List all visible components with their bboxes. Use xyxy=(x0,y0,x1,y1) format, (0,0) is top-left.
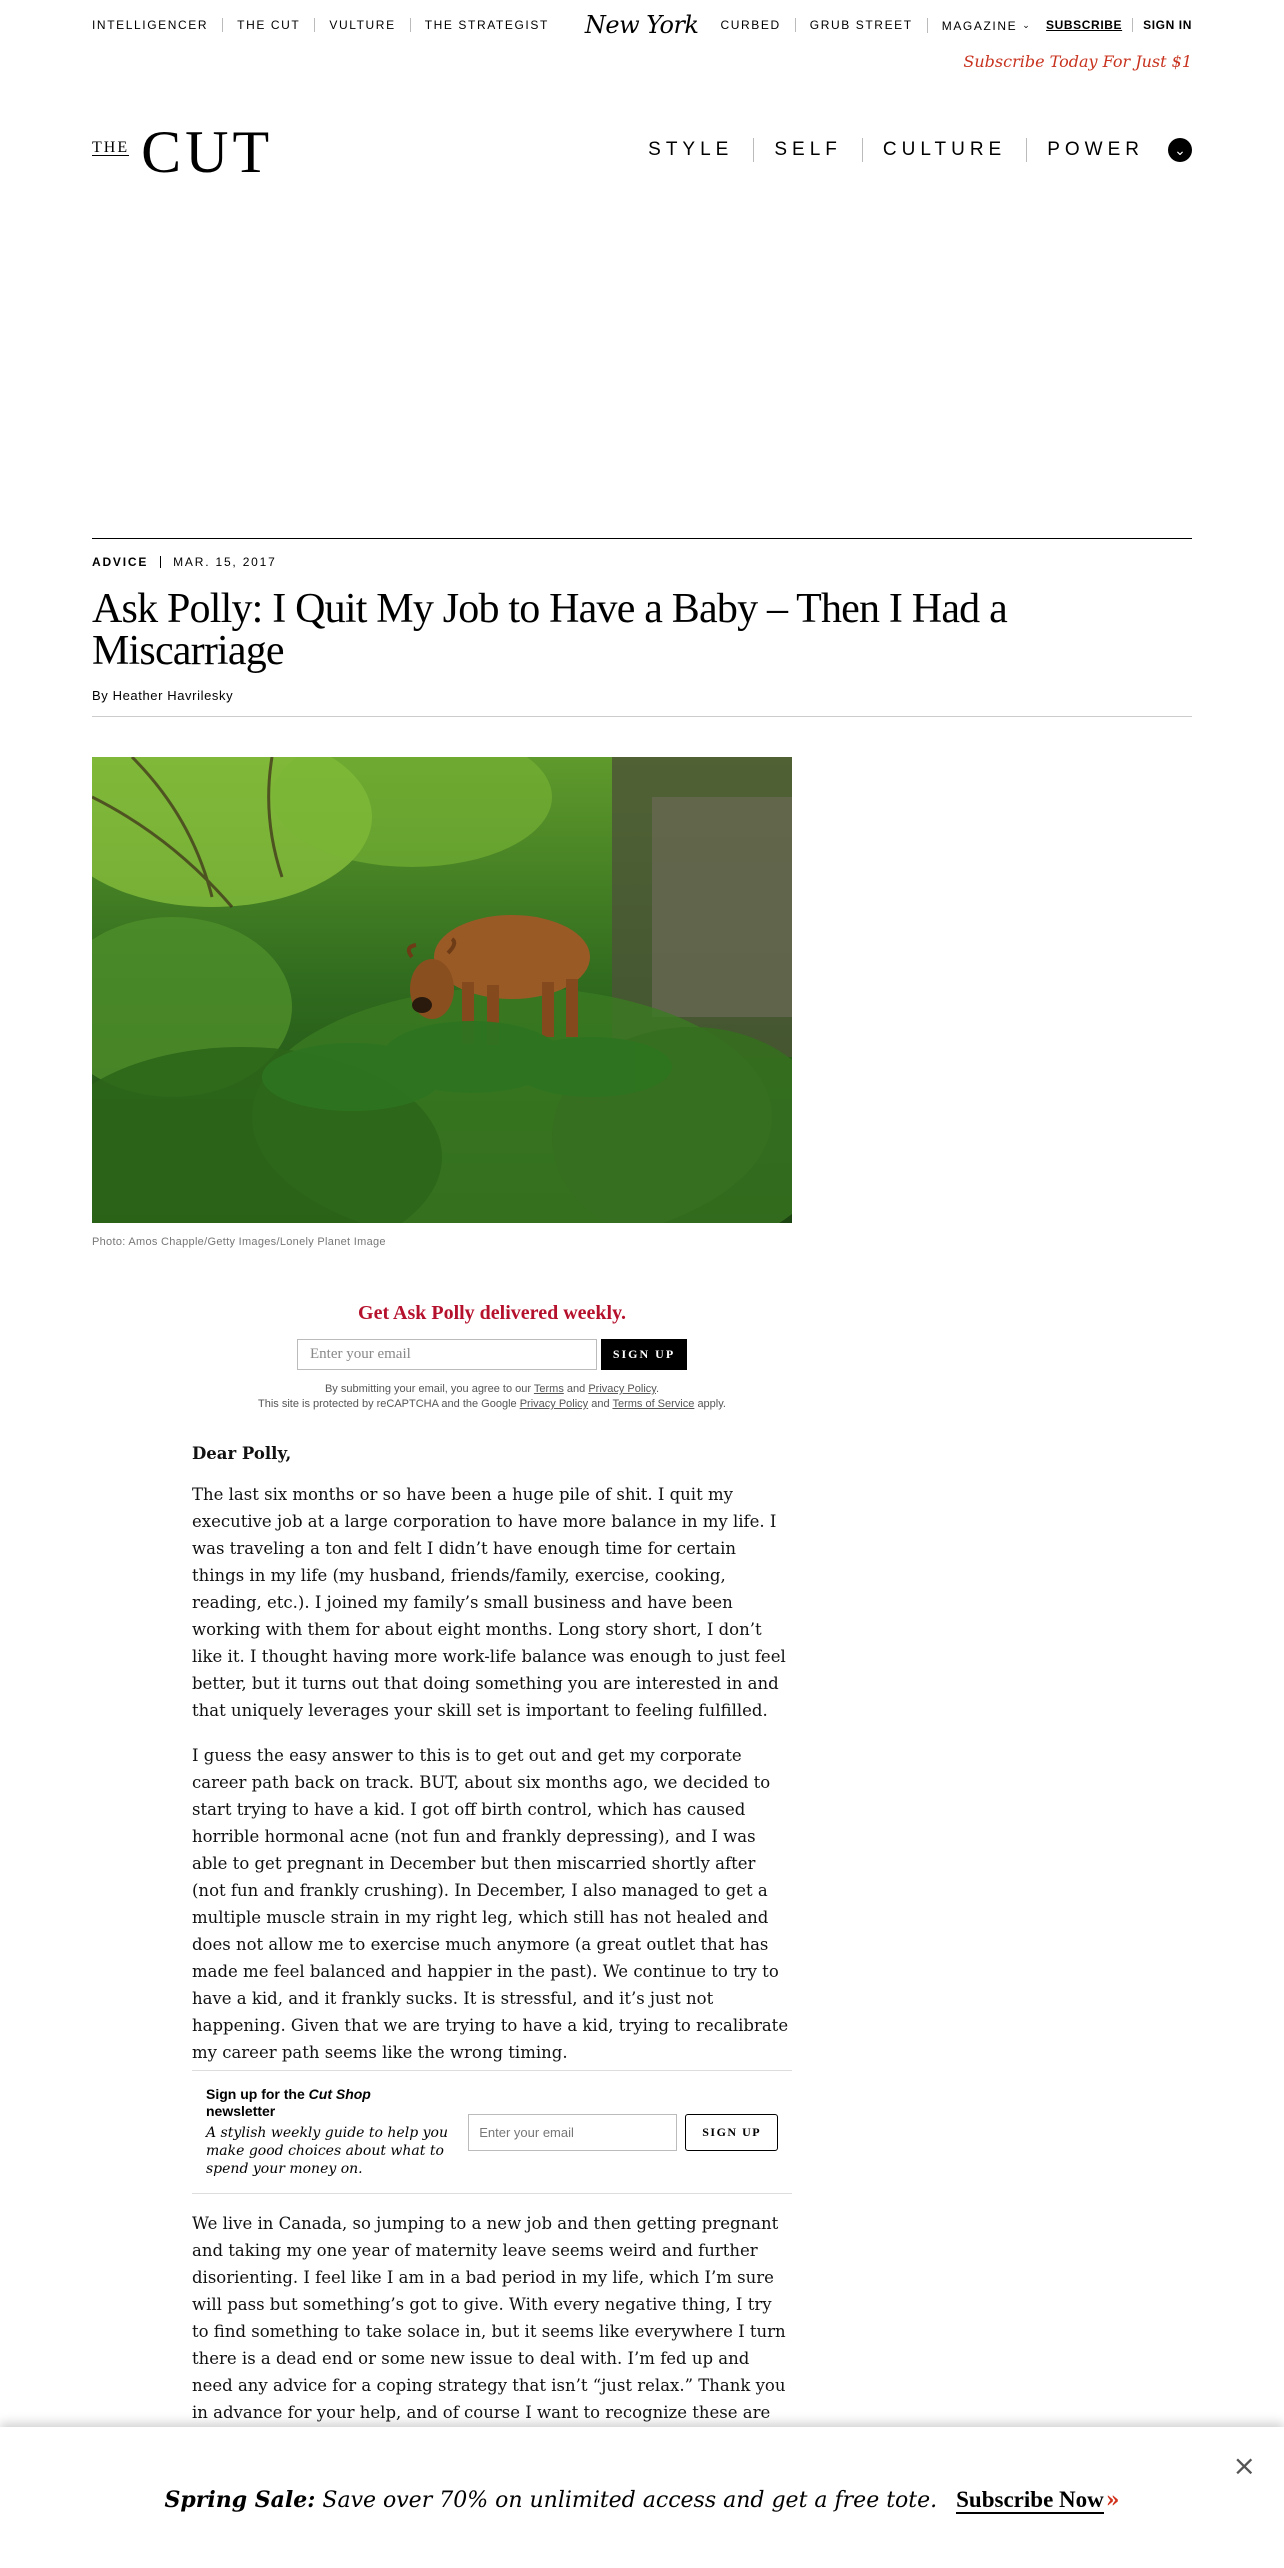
article-meta xyxy=(92,555,277,569)
link-intelligencer[interactable]: INTELLIGENCER xyxy=(92,18,209,32)
network-right-links xyxy=(720,18,1045,33)
cow-in-foliage-image xyxy=(92,757,792,1223)
legal-text-1: By submitting your email, you agree to our xyxy=(324,1383,532,1395)
close-icon[interactable]: × xyxy=(1232,2449,1256,2482)
cut-shop-title xyxy=(206,2086,452,2120)
cut-shop-newsletter xyxy=(192,2070,792,2194)
subscribe-promo-link[interactable]: Subscribe Today For Just $1 xyxy=(963,52,1192,71)
cut-shop-title-post: newsletter xyxy=(206,2103,276,2119)
cut-shop-text xyxy=(206,2086,452,2178)
section-nav xyxy=(648,138,1192,162)
link-vulture[interactable]: VULTURE xyxy=(314,18,409,32)
article-headline: Ask Polly: I Quit My Job to Have a Baby – Then I Had a Miscarriage xyxy=(92,586,1007,674)
newsletter-form xyxy=(92,1339,892,1370)
account-links xyxy=(1046,18,1192,32)
the-cut-logo[interactable] xyxy=(92,118,274,185)
banner-text: Save over 70% on unlimited access and get a free tote. xyxy=(322,2488,938,2513)
logo-the: THE xyxy=(92,139,130,156)
logo-cut: CUT xyxy=(141,119,274,185)
newsletter-legal: By submitting your email, you agree to our Terms and Privacy Policy. This site is protected by reCAPTCHA and the Google Privacy Policy and Terms of Service apply. xyxy=(258,1383,726,1410)
cut-shop-description: A stylish weekly guide to help you make good choices about what to spend your money on. xyxy=(206,2125,448,2177)
lead-photo xyxy=(92,757,792,1223)
subscribe-now-button[interactable]: Subscribe Now xyxy=(956,2487,1104,2512)
link-magazine-label: MAGAZINE xyxy=(941,18,1018,33)
network-bar xyxy=(92,0,1192,50)
letter-salutation: Dear Polly, xyxy=(192,1444,292,1463)
article-byline[interactable]: By Heather Havrilesky xyxy=(92,688,234,703)
ask-polly-newsletter xyxy=(92,1302,892,1412)
body-paragraph: I guess the easy answer to this is to get out and get my corporate career path back on track. BUT, about six months ago, we decided to start trying to have a kid. I got off birth control, which has caused horrible hormonal acne (not fun and frankly depressing), and I was able to get pregnant in December but then miscarried shortly after (not fun and frankly crushing). In December, I also managed to get a multiple muscle strain in my right leg, which still has not healed and does not allow me to exercise much anymore (a great outlet that has made me feel balanced and happier in the past). We continue to try to have a kid, and it frankly sucks. It is stressful, and it’s just not happening. Given that we are trying to have a kid, trying to recalibrate my career path seems like the wrong timing. xyxy=(192,1746,789,2062)
nav-self[interactable]: SELF xyxy=(753,138,862,162)
legal-apply: apply. xyxy=(697,1398,726,1410)
photo-credit: Photo: Amos Chapple/Getty Images/Lonely Planet Image xyxy=(92,1236,386,1248)
sign-in-link[interactable]: SIGN IN xyxy=(1143,18,1192,32)
cut-shop-title-pre: Sign up for the xyxy=(206,2086,305,2102)
body-paragraph: We live in Canada, so jumping to a new job and then getting pregnant and taking my one year of maternity leave seems weird and further disorienting. I feel like I am in a bad period in my life, which I’m sure will pass but something’s got to give. With every negative thing, I try to find something to take solace in, but it seems like everywhere I turn there is a dead end or some new issue to deal with. I’m fed up and need any advice for a coping strategy that isn’t “just relax.” Thank you in advance for your help, and of course I want to recognize these are xyxy=(192,2214,786,2422)
article-body-continued xyxy=(192,2210,792,2453)
byline-divider xyxy=(92,716,1192,717)
body-paragraph: The last six months or so have been a huge pile of shit. I quit my executive job at a large corporation to have more balance in my life. I was traveling a ton and felt I didn’t have enough time for certain things in my life (my husband, friends/family, exercise, cooking, reading, etc.). I joined my family’s small business and have been working with them for about eight months. Long story short, I don’t like it. I thought having more work-life balance was enough to just feel better, but it turns out that doing something you are interested in and that uniquely leverages your skill set is important to feeling fulfilled. xyxy=(192,1485,786,1720)
google-privacy-link[interactable]: Privacy Policy xyxy=(519,1398,589,1410)
article-body xyxy=(192,1440,792,2084)
privacy-policy-link[interactable]: Privacy Policy xyxy=(588,1383,656,1395)
spring-sale-banner xyxy=(0,2427,1284,2568)
double-arrow-icon: » xyxy=(1105,2487,1120,2513)
header-divider xyxy=(92,538,1192,539)
terms-of-service-link[interactable]: Terms of Service xyxy=(612,1398,695,1410)
nav-culture[interactable]: CULTURE xyxy=(862,138,1026,162)
legal-and-2: and xyxy=(591,1398,610,1410)
nav-style[interactable]: STYLE xyxy=(648,139,734,160)
newsletter-email-input[interactable] xyxy=(297,1339,597,1370)
cut-shop-email-input[interactable] xyxy=(468,2114,677,2151)
nav-power[interactable]: POWER xyxy=(1026,138,1164,162)
article-rubric[interactable]: ADVICE xyxy=(92,556,161,568)
chevron-down-icon: ⌄ xyxy=(1022,19,1032,30)
network-left-links xyxy=(92,18,563,32)
subscribe-link[interactable]: SUBSCRIBE xyxy=(1046,18,1133,32)
legal-text-2: This site is protected by reCAPTCHA and the Google xyxy=(258,1398,517,1410)
terms-link[interactable]: Terms xyxy=(533,1383,564,1395)
cut-shop-signup-button[interactable]: SIGN UP xyxy=(685,2114,778,2151)
article-date: MAR. 15, 2017 xyxy=(173,555,277,569)
link-the-cut[interactable]: THE CUT xyxy=(222,18,314,32)
newsletter-signup-button[interactable]: SIGN UP xyxy=(601,1339,687,1370)
link-magazine[interactable] xyxy=(927,18,1046,33)
legal-and-1: and xyxy=(566,1383,586,1395)
new-york-logo[interactable]: New York xyxy=(584,11,699,39)
cut-shop-title-name: Cut Shop xyxy=(308,2086,371,2102)
banner-lead: Spring Sale: xyxy=(164,2487,316,2513)
banner-message xyxy=(0,2487,1284,2513)
link-curbed[interactable]: CURBED xyxy=(720,18,781,32)
menu-chevron-icon[interactable]: ⌄ xyxy=(1168,138,1192,162)
newsletter-heading: Get Ask Polly delivered weekly. xyxy=(358,1302,626,1324)
link-grub-street[interactable]: GRUB STREET xyxy=(795,18,927,32)
link-the-strategist[interactable]: THE STRATEGIST xyxy=(410,18,563,32)
